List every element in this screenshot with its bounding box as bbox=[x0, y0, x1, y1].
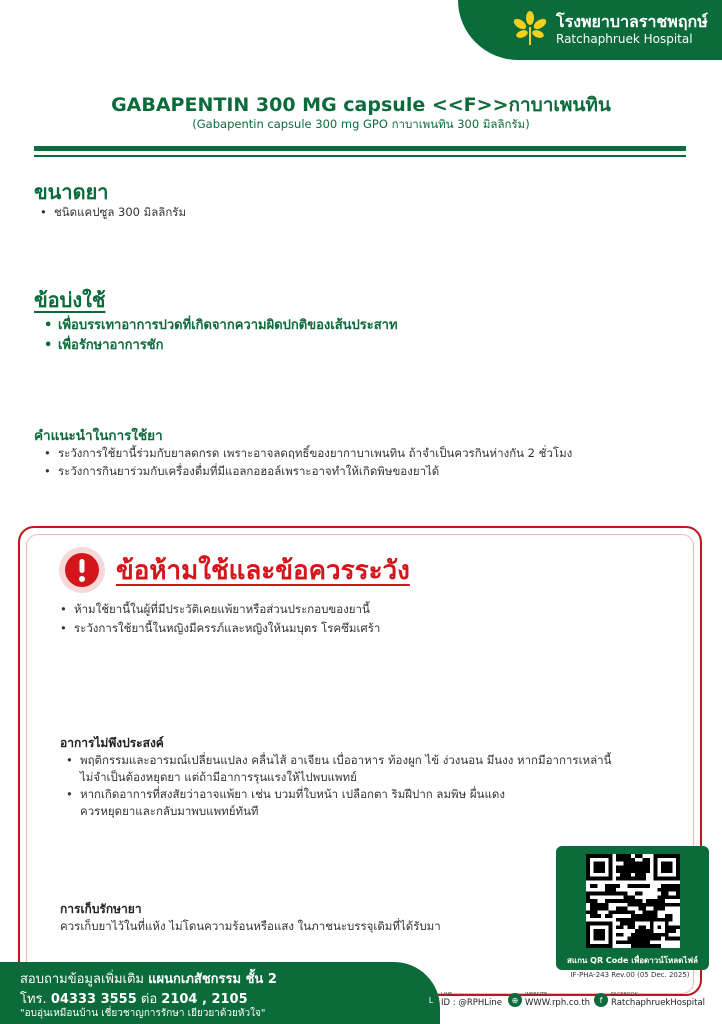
footer-extension: 2104 , 2105 bbox=[161, 992, 248, 1007]
line-id: ID : @RPHLine bbox=[441, 998, 502, 1008]
storage-heading: การเก็บรักษายา bbox=[60, 902, 142, 916]
qr-caption: สแกน QR Code เพื่อดาวน์โหลดไฟล์ bbox=[567, 956, 698, 965]
social-website[interactable]: ⊕ WEBSITE WWW.rph.co.th bbox=[508, 992, 590, 1008]
qr-code[interactable] bbox=[586, 854, 680, 948]
exclamation-icon bbox=[58, 546, 106, 594]
drug-subtitle: (Gabapentin capsule 300 mg GPO กาบาเพนทิน 300 มิลลิกรัม) bbox=[192, 117, 530, 131]
footer-phone[interactable]: 04333 3555 bbox=[50, 992, 137, 1007]
dose-heading: ขนาดยา bbox=[34, 180, 109, 204]
warning-item: • ระวังการใช้ยานี้ในหญิงมีครรภ์และหญิงให้นมบุตร โรคซึมเศร้า bbox=[60, 621, 381, 635]
title-divider-thin bbox=[34, 155, 686, 157]
side-effects-heading: อาการไม่พึงประสงค์ bbox=[60, 736, 164, 750]
side-effect-item: • พฤติกรรมและอารมณ์เปลี่ยนแปลง คลื่นไส้ อาเจียน เบื่ออาหาร ท้องผูก ไข้ ง่วงนอน มึนงง หากมีอาการเหล่านี้ bbox=[66, 753, 612, 767]
footer-slogan: "อบอุ่นเหมือนบ้าน เชี่ยวชาญการรักษา เยียวยาด้วยหัวใจ" bbox=[20, 1008, 266, 1019]
warning-heading: ข้อห้ามใช้และข้อควรระวัง bbox=[116, 556, 410, 586]
indication-item: • เพื่อบรรเทาอาการปวดที่เกิดจากความผิดปกติของเส้นประสาท bbox=[44, 318, 398, 333]
advice-item: • ระวังการใช้ยานี้ร่วมกับยาลดกรด เพราะอาจลดฤทธิ์ของยากาบาเพนทิน ถ้าจำเป็นควรกินห่างกัน 2 ชั่วโมง bbox=[44, 446, 573, 460]
side-effect-item: • หากเกิดอาการที่สงสัยว่าอาจแพ้ยา เช่น บวมที่ใบหน้า เปลือกตา ริมฝีปาก ลมพิษ ผื่นแดง bbox=[66, 787, 505, 801]
warning-item: • ห้ามใช้ยานี้ในผู้ที่มีประวัติเคยแพ้ยาหรือส่วนประกอบของยานี้ bbox=[60, 602, 370, 616]
advice-item: • ระวังการกินยาร่วมกับเครื่องดื่มที่มีแอลกอฮอล์เพราะอาจทำให้เกิดพิษของยาได้ bbox=[44, 464, 440, 478]
indication-item: • เพื่อรักษาอาการชัก bbox=[44, 338, 164, 353]
dose-item: • ชนิดแคปซูล 300 มิลลิกรัม bbox=[40, 205, 187, 219]
indications-heading: ข้อบ่งใช้ bbox=[34, 288, 106, 312]
facebook-icon: f bbox=[594, 993, 608, 1007]
side-effect-item-continued: ควรหยุดยาและกลับมาพบแพทย์ทันที bbox=[80, 804, 259, 818]
document-id: IF-PHA-243 Rev.00 (05 Dec. 2025) bbox=[570, 971, 690, 979]
footer-phone-line: โทร. 04333 3555 ต่อ 2104 , 2105 bbox=[20, 992, 248, 1007]
globe-icon: ⊕ bbox=[508, 993, 522, 1007]
advice-heading: คำแนะนำในการใช้ยา bbox=[34, 428, 163, 444]
footer-department: แผนกเภสัชกรรม ชั้น 2 bbox=[148, 972, 277, 987]
hospital-name-english: Ratchaphruek Hospital bbox=[556, 32, 693, 46]
website-url: WWW.rph.co.th bbox=[525, 998, 591, 1008]
storage-text: ควรเก็บยาไว้ในที่แห้ง ไม่โดนความร้อนหรือแสง ในภาชนะบรรจุเดิมที่ได้รับมา bbox=[60, 919, 441, 933]
social-line[interactable]: L LINE ID : @RPHLine bbox=[424, 992, 502, 1008]
facebook-name: RatchaphruekHospital bbox=[611, 998, 706, 1008]
footer-contact-line: สอบถามข้อมูลเพิ่มเติม แผนกเภสัชกรรม ชั้น 2 bbox=[20, 972, 277, 987]
line-icon: L bbox=[424, 993, 438, 1007]
hospital-logo-icon bbox=[510, 9, 550, 49]
side-effect-item-continued: ไม่จำเป็นต้องหยุดยา แต่ถ้ามีอาการรุนแรงให้ไปพบแพทย์ bbox=[80, 770, 357, 784]
drug-title: GABAPENTIN 300 MG capsule <<F>>กาบาเพนทิน bbox=[111, 94, 611, 116]
title-divider-thick bbox=[34, 146, 686, 151]
social-facebook[interactable]: f FACEBOOK RatchaphruekHospital bbox=[594, 992, 705, 1008]
hospital-name-thai: โรงพยาบาลราชพฤกษ์ bbox=[556, 12, 708, 31]
